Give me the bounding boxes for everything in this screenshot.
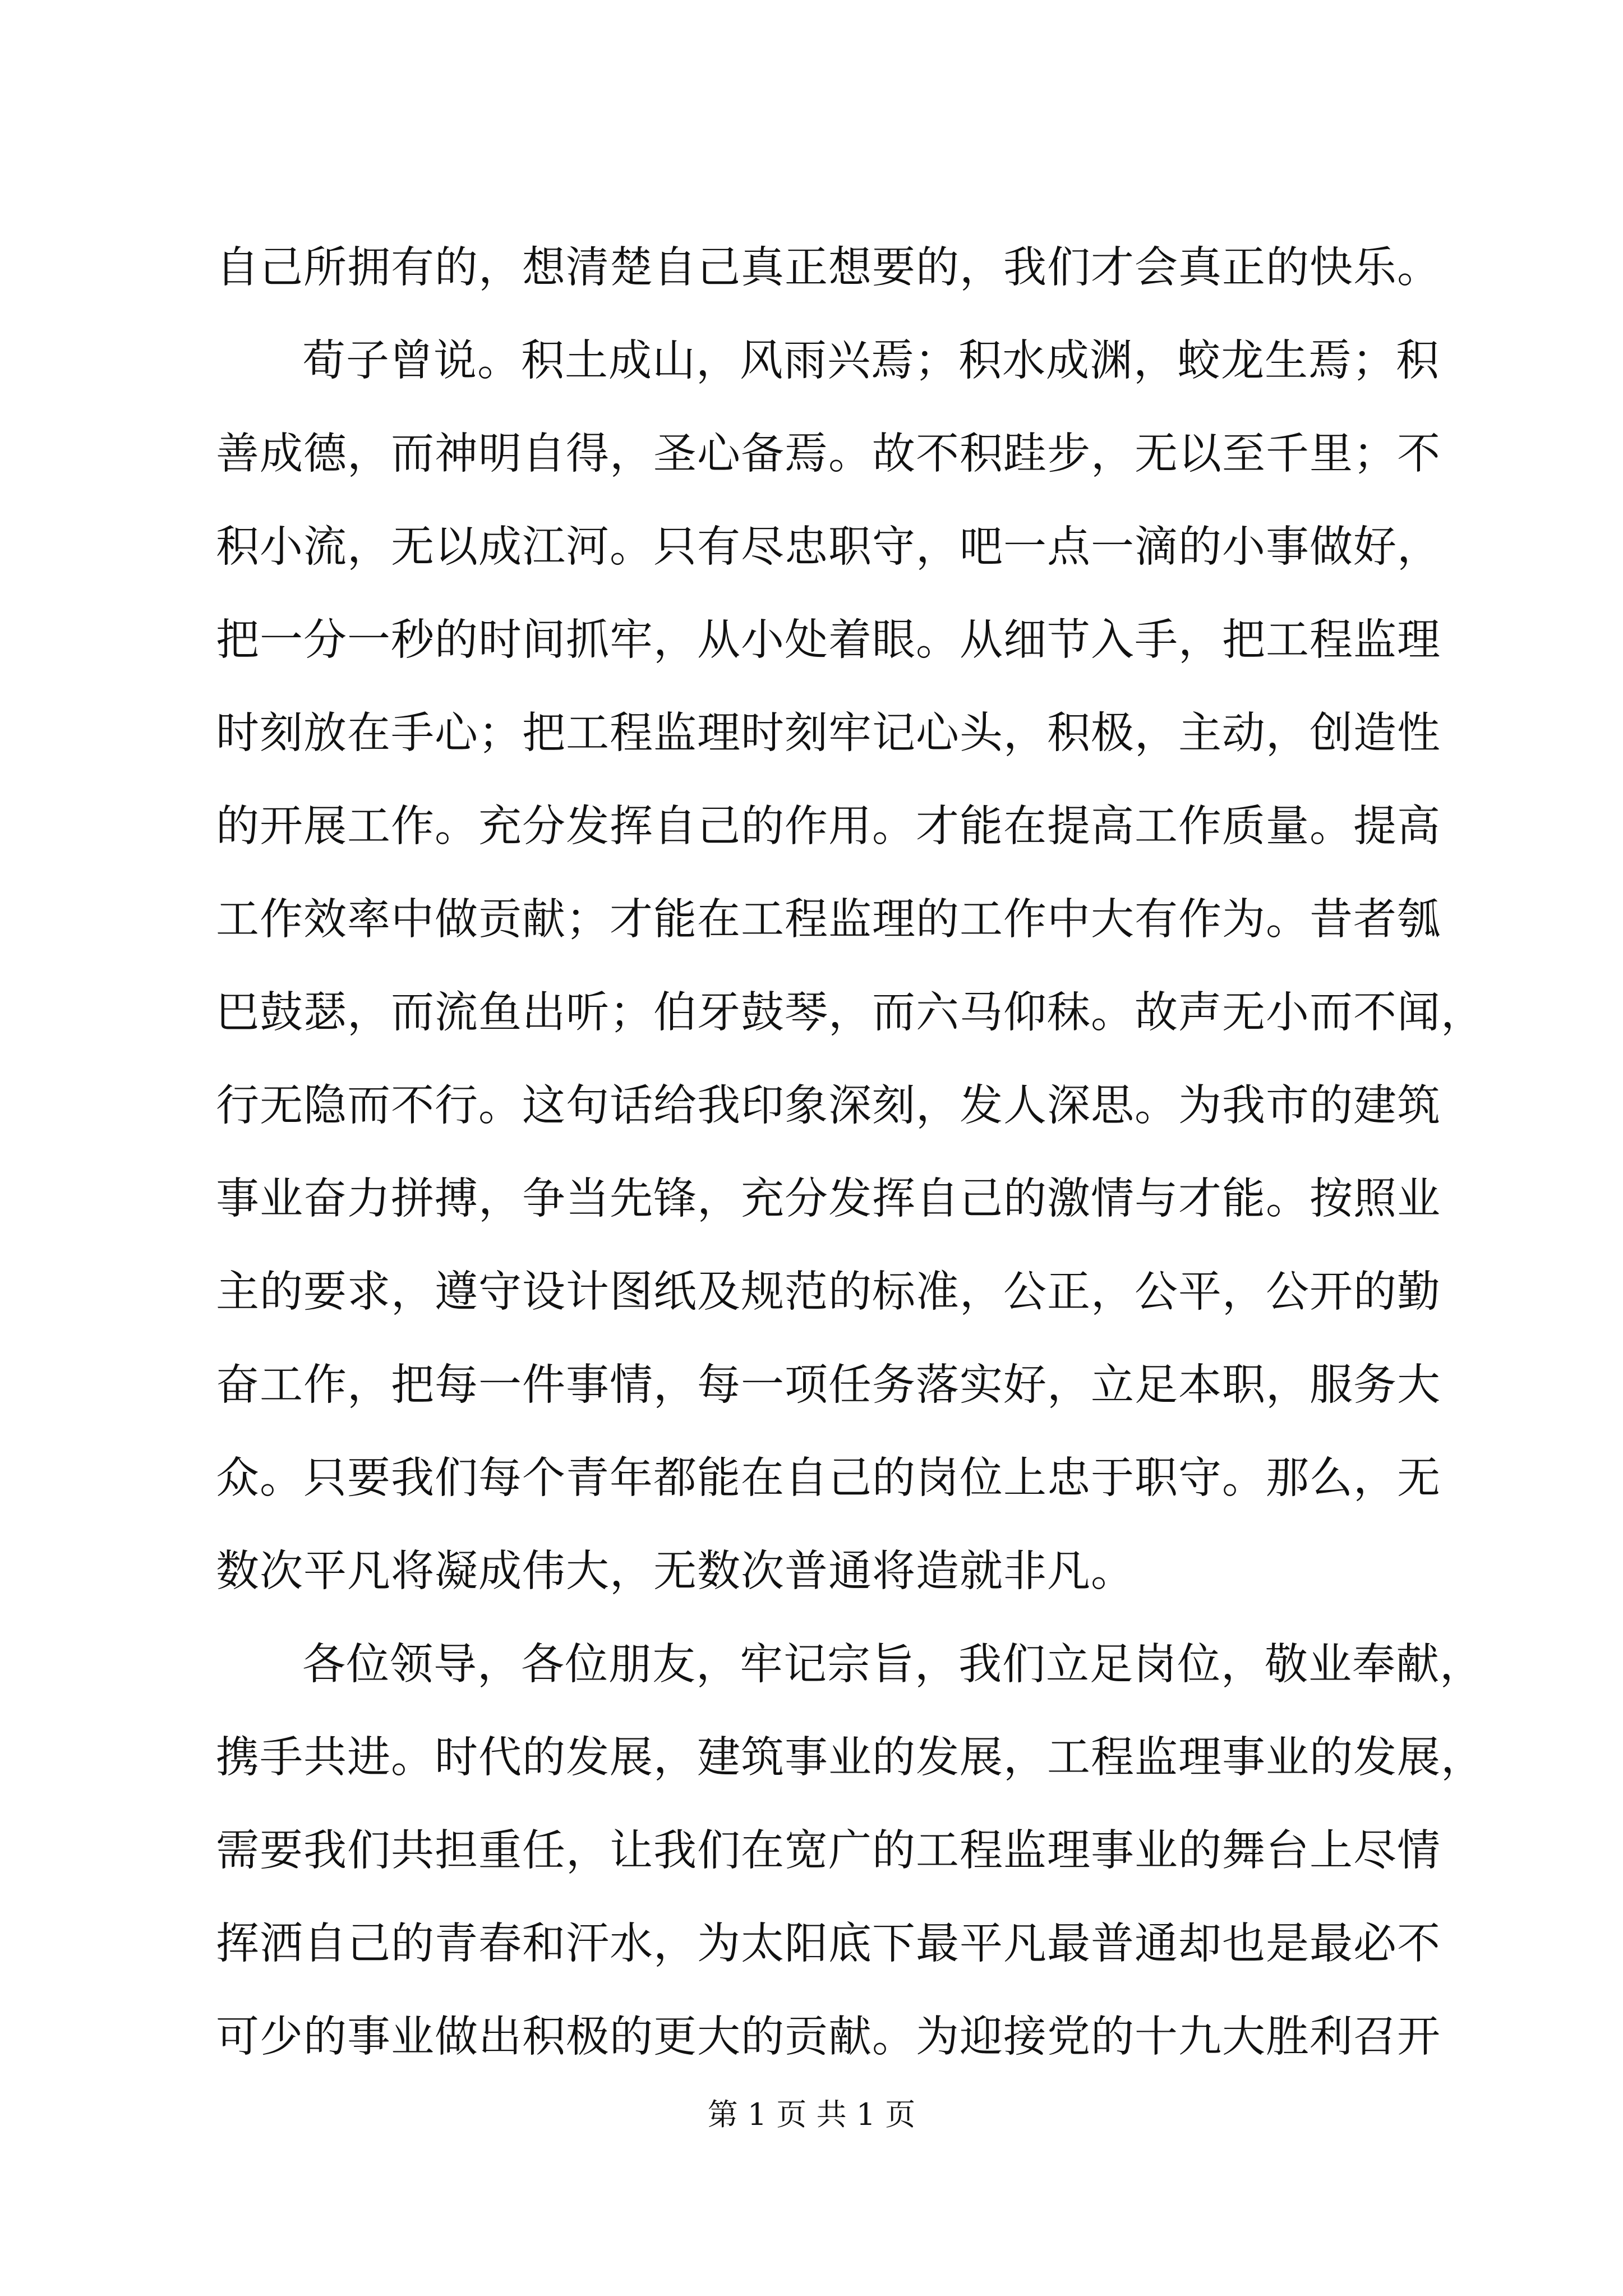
- text-line: 工作效率中做贡献；才能在工程监理的工作中大有作为。昔者瓠: [216, 895, 1441, 945]
- paragraph-end-line: 数次平凡将凝成伟大，无数次普通将造就非凡。: [216, 1547, 1135, 1596]
- text-line: 众。只要我们每个青年都能在自己的岗位上忠于职守。那么，无: [216, 1453, 1441, 1503]
- text-line: 可少的事业做出积极的更大的贡献。为迎接党的十九大胜利召开: [216, 2012, 1441, 2062]
- text-line: 巴鼓瑟，而流鱼出听；伯牙鼓琴，而六马仰秣。故声无小而不闻，: [216, 988, 1484, 1038]
- paragraph-start-line: 荀子曾说。积土成山，风雨兴焉；积水成渊，蛟龙生焉；积: [302, 336, 1440, 386]
- paragraph-start-line: 各位领导，各位朋友，牢记宗旨，我们立足岗位，敬业奉献，: [302, 1640, 1483, 1690]
- text-line: 事业奋力拼搏，争当先锋，充分发挥自己的激情与才能。按照业: [216, 1174, 1441, 1224]
- text-line: 时刻放在手心；把工程监理时刻牢记心头，积极，主动，创造性: [216, 708, 1441, 758]
- text-line: 积小流，无以成江河。只有尽忠职守，吧一点一滴的小事做好，: [216, 522, 1441, 572]
- text-line: 行无隐而不行。这句话给我印象深刻，发人深思。为我市的建筑: [216, 1081, 1441, 1131]
- text-line: 自己所拥有的，想清楚自己真正想要的，我们才会真正的快乐。: [216, 243, 1441, 293]
- text-line: 携手共进。时代的发展，建筑事业的发展，工程监理事业的发展，: [216, 1733, 1484, 1783]
- text-line: 主的要求，遵守设计图纸及规范的标准，公正，公平，公开的勤: [216, 1267, 1441, 1317]
- text-line: 需要我们共担重任，让我们在宽广的工程监理事业的舞台上尽情: [216, 1826, 1441, 1876]
- text-line: 的开展工作。充分发挥自己的作用。才能在提高工作质量。提高: [216, 802, 1441, 852]
- text-line: 奋工作，把每一件事情，每一项任务落实好，立足本职，服务大: [216, 1360, 1441, 1410]
- text-line: 善成德，而神明自得，圣心备焉。故不积跬步，无以至千里；不: [216, 429, 1441, 479]
- text-line: 挥洒自己的青春和汗水，为太阳底下最平凡最普通却也是最必不: [216, 1919, 1441, 1969]
- text-line: 把一分一秒的时间抓牢，从小处着眼。从细节入手，把工程监理: [216, 615, 1441, 665]
- page-number-footer: 第 1 页 共 1 页: [707, 2097, 916, 2132]
- document-body: [216, 222, 1484, 2084]
